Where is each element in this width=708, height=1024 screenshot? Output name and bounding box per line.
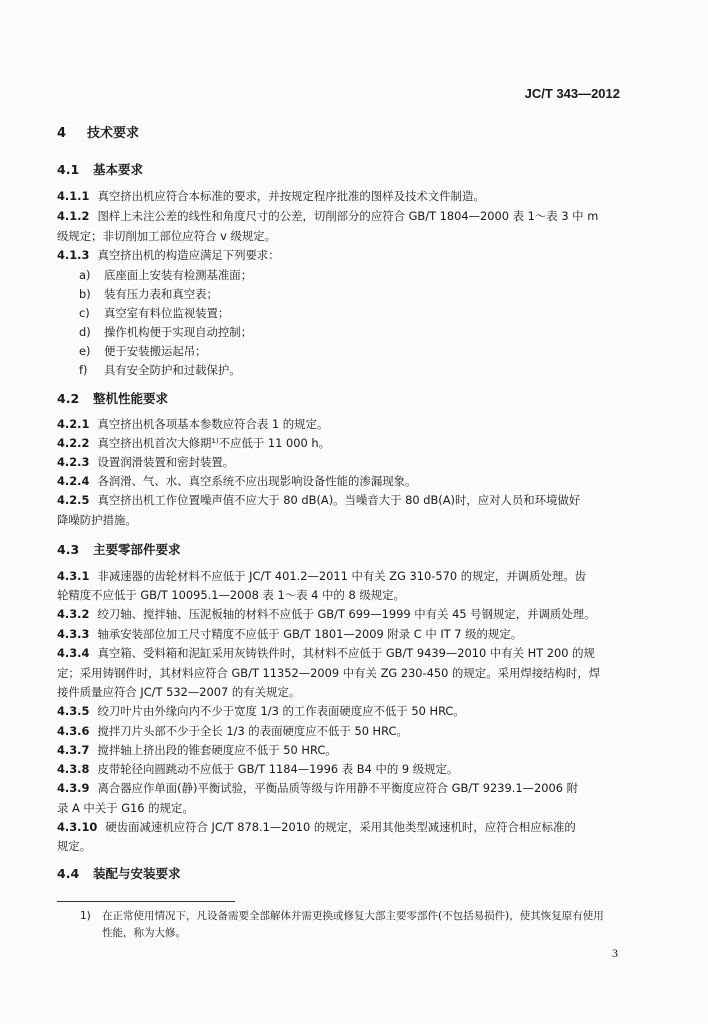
- clause-number: 4.3.6: [57, 724, 90, 738]
- clause-number: 4.2.5: [57, 493, 90, 507]
- clause-4-2-5-continued: 降噪防护措施。: [57, 513, 137, 527]
- section-number: 4.2: [57, 391, 80, 406]
- clause-number: 4.3.9: [57, 781, 90, 795]
- list-text: 真空室有料位监视装置；: [104, 306, 230, 320]
- section-number: 4: [57, 126, 67, 141]
- clause-text: 各润滑、气、水、真空系统不应出现影响设备性能的渗漏现象。: [97, 474, 417, 488]
- list-item: [79, 266, 252, 285]
- clause-text: 离合器应作单面(静)平衡试验，平衡品质等级与许用静不平衡度应符合 GB/T 9239.1—2006 附: [97, 781, 578, 795]
- section-4-1-heading: [57, 160, 143, 178]
- clause-number: 4.1.3: [57, 248, 90, 262]
- footnote-marker: 1): [80, 910, 91, 922]
- clause-number: 4.3.2: [57, 607, 90, 621]
- clause-4-3-1: [57, 567, 651, 586]
- clause-4-2-3: [57, 453, 651, 472]
- clause-number: 4.3.5: [57, 704, 90, 718]
- clause-text: 搅拌刀片头部不少于全长 1/3 的表面硬度应不低于 50 HRC。: [97, 724, 408, 738]
- section-title: 基本要求: [93, 162, 144, 177]
- footnote-continued: 性能，称为大修。: [102, 927, 186, 939]
- list-item: [79, 361, 241, 380]
- clause-text: 真空挤出机的构造应满足下列要求：: [97, 248, 280, 262]
- clause-4-3-10: [57, 818, 651, 837]
- clause-4-3-8: [57, 760, 651, 779]
- clause-4-2-2: [57, 434, 651, 453]
- list-marker: e): [79, 344, 91, 358]
- section-title: 主要零部件要求: [93, 542, 181, 557]
- clause-text: 真空挤出机各项基本参数应符合表 1 的规定。: [97, 417, 329, 431]
- clause-number: 4.3.3: [57, 627, 90, 641]
- clause-number: 4.3.10: [57, 820, 98, 834]
- list-item: [79, 342, 207, 361]
- list-item: [79, 323, 252, 342]
- clause-4-3-10-continued: 规定。: [57, 839, 92, 853]
- clause-4-3-4: [57, 644, 651, 663]
- clause-text: 非减速器的齿轮材料不应低于 JC/T 401.2—2011 中有关 ZG 310-570 的规定，并调质处理。齿: [97, 569, 587, 583]
- clause-text: 绞刀叶片由外缘向内不少于宽度 1/3 的工作表面硬度应不低于 50 HRC。: [97, 704, 465, 718]
- list-text: 操作机构便于实现自动控制；: [104, 325, 253, 339]
- list-text: 装有压力表和真空表；: [104, 287, 218, 301]
- clause-number: 4.3.1: [57, 569, 90, 583]
- clause-text: 图样上未注公差的线性和角度尺寸的公差，切削部分的应符合 GB/T 1804—2000 表 1～表 3 中 m: [97, 209, 599, 223]
- clause-4-3-9-continued: 录 A 中关于 G16 的规定。: [57, 801, 194, 815]
- section-4-4-heading: [57, 864, 181, 882]
- clause-4-3-7: [57, 741, 651, 760]
- clause-text: 皮带轮径向圆跳动不应低于 GB/T 1184—1996 表 B4 中的 9 级规定。: [97, 762, 459, 776]
- footnote-text: 在正常使用情况下，凡设备需要全部解体并需更换或修复大部主要零部件(不包括易损件)，使其恢复原有使用: [102, 910, 604, 922]
- clause-4-3-1-continued: 轮精度不应低于 GB/T 10095.1—2008 表 1～表 4 中的 8 级规定。: [57, 588, 405, 602]
- section-number: 4.4: [57, 866, 80, 881]
- clause-4-3-9: [57, 779, 651, 798]
- clause-text: 真空挤出机首次大修期¹⁾不应低于 11 000 h。: [97, 436, 330, 450]
- clause-number: 4.3.8: [57, 762, 90, 776]
- list-item: [79, 304, 229, 323]
- clause-4-3-4-continued: 接件质量应符合 JC/T 532—2007 的有关规定。: [57, 685, 301, 699]
- clause-4-3-5: [57, 702, 651, 721]
- clause-number: 4.1.1: [57, 189, 90, 203]
- list-item: [79, 285, 218, 304]
- clause-4-3-3: [57, 625, 651, 644]
- clause-4-2-5: [57, 491, 651, 510]
- clause-text: 轴承安装部位加工尺寸精度不应低于 GB/T 1801—2009 附录 C 中 IT 7 级的规定。: [97, 627, 523, 641]
- clause-4-3-2: [57, 605, 651, 624]
- clause-text: 绞刀轴、搅拌轴、压泥板轴的材料不应低于 GB/T 699—1999 中有关 45 号钢规定，并调质处理。: [97, 607, 596, 621]
- clause-4-2-1: [57, 415, 651, 434]
- list-marker: f): [79, 363, 88, 377]
- clause-4-3-6: [57, 722, 651, 741]
- clause-4-1-2-continued: 级规定；非切削加工部位应符合 v 级规定。: [57, 229, 277, 243]
- clause-number: 4.2.4: [57, 474, 90, 488]
- clause-4-1-2: [57, 207, 651, 226]
- clause-number: 4.2.3: [57, 455, 90, 469]
- section-title: 技术要求: [87, 126, 140, 141]
- section-number: 4.3: [57, 542, 80, 557]
- clause-number: 4.3.7: [57, 743, 90, 757]
- clause-4-1-1: [57, 187, 651, 206]
- list-marker: a): [79, 268, 91, 282]
- section-4-heading: [57, 122, 139, 141]
- page-number: 3: [612, 946, 618, 960]
- list-marker: b): [79, 287, 91, 301]
- footnote: [80, 908, 604, 925]
- list-marker: d): [79, 325, 91, 339]
- clause-text: 真空箱、受料箱和泥缸采用灰铸铁件时，其材料不应低于 GB/T 9439—2010 中有关 HT 200 的规: [97, 646, 595, 660]
- list-marker: c): [79, 306, 90, 320]
- list-text: 便于安装搬运起吊；: [104, 344, 207, 358]
- list-text: 底座面上安装有检测基准面；: [104, 268, 253, 282]
- section-title: 整机性能要求: [93, 391, 169, 406]
- clause-number: 4.2.2: [57, 436, 90, 450]
- clause-number: 4.1.2: [57, 209, 90, 223]
- clause-number: 4.3.4: [57, 646, 90, 660]
- section-4-2-heading: [57, 389, 168, 407]
- clause-text: 设置润滑装置和密封装置。: [97, 455, 235, 469]
- clause-4-1-3: [57, 246, 651, 265]
- section-4-3-heading: [57, 540, 181, 558]
- clause-number: 4.2.1: [57, 417, 90, 431]
- section-number: 4.1: [57, 162, 80, 177]
- section-title: 装配与安装要求: [93, 866, 181, 881]
- list-text: 具有安全防护和过载保护。: [104, 363, 241, 377]
- clause-text: 搅拌轴上挤出段的锥套硬度应不低于 50 HRC。: [97, 743, 337, 757]
- standard-number: JC/T 343—2012: [524, 86, 620, 101]
- clause-text: 真空挤出机工作位置噪声值不应大于 80 dB(A)。当噪音大于 80 dB(A)时，应对人员和环境做好: [97, 493, 581, 507]
- clause-4-2-4: [57, 472, 651, 491]
- clause-4-3-4-continued: 定；采用铸钢件时，其材料应符合 GB/T 11352—2009 中有关 ZG 230-450 的规定。采用焊接结构时，焊: [57, 666, 601, 680]
- clause-text: 真空挤出机应符合本标准的要求，并按规定程序批准的图样及技术文件制造。: [97, 189, 485, 203]
- clause-text: 硬齿面减速机应符合 JC/T 878.1—2010 的规定，采用其他类型减速机时，应符合相应标准的: [105, 820, 576, 834]
- footnote-divider: [57, 901, 235, 902]
